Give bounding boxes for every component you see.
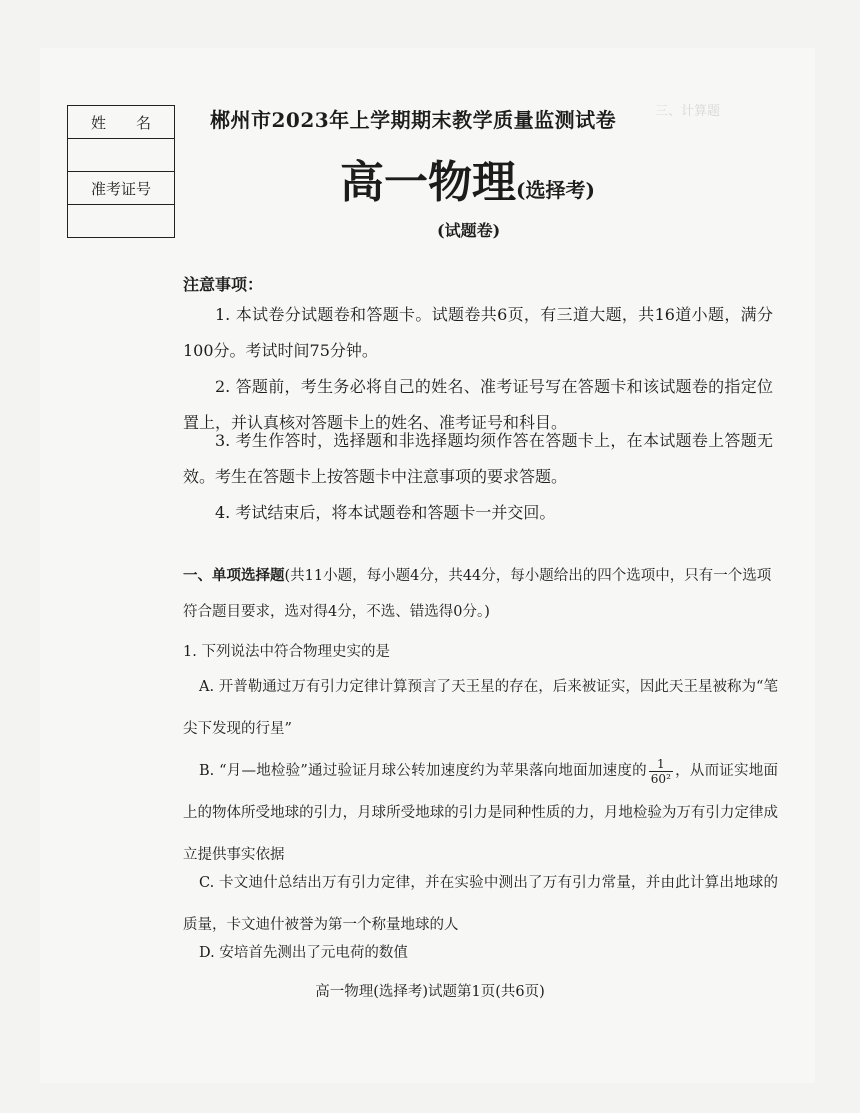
subject-subtitle: (选择考) (516, 178, 595, 202)
subject-name: 高一物理 (340, 157, 516, 208)
candidate-info-table (67, 105, 175, 238)
note-item: 2. 答题前，考生务必将自己的姓名、准考证号写在答题卡和该试题卷的指定位置上，并认真核对答题卡上的姓名、准考证号和科目。 (183, 377, 773, 432)
note-item: 4. 考试结束后，将本试题卷和答题卡一并交回。 (215, 503, 556, 522)
name-label: 姓 名 (68, 106, 175, 139)
option-a: A. 开普勒通过万有引力定律计算预言了天王星的存在，后来被证实，因此天王星被称为“笔尖下发现的行星” (183, 679, 778, 737)
name-field (68, 139, 175, 172)
notes-heading: 注意事项： (183, 275, 264, 294)
page-footer: 高一物理(选择考)试题第1页(共6页) (315, 984, 545, 1000)
option-c: C. 卡文迪什总结出万有引力定律，并在实验中测出了万有引力常量，并由此计算出地球的质量，卡文迪什被誉为第一个称量地球的人 (183, 875, 778, 933)
subject-title (340, 146, 595, 210)
section-heading: 一、单项选择题(共11小题，每小题4分，共44分，每小题给出的四个选项中，只有一个选项符合题目要求，选对得4分，不选、错选得0分。) (183, 567, 772, 620)
exam-title: 郴州市2023年上学期期末教学质量监测试卷 (210, 108, 617, 132)
fraction: $\frac{1}{\text{60²}}$ (650, 756, 671, 786)
paper-type: (试题卷) (437, 221, 501, 240)
exam-id-label: 准考证号 (68, 172, 175, 205)
question-stem: 1. 下列说法中符合物理史实的是 (183, 644, 390, 660)
note-item: 3. 考生作答时，选择题和非选择题均须作答在答题卡上，在本试题卷上答题无效。考生在答题卡上按答题卡中注意事项的要求答题。 (183, 431, 773, 486)
note-item: 1. 本试卷分试题卷和答题卡。试题卷共6页，有三道大题，共16道小题，满分100分。考试时间75分钟。 (183, 305, 773, 360)
show-through-decoration: 三、计算题 (655, 104, 721, 119)
option-d: D. 安培首先测出了元电荷的数值 (199, 945, 408, 961)
exam-id-field (68, 205, 175, 238)
option-b: B. “月—地检验”通过验证月球公转加速度约为苹果落向地面加速度的 $\frac{1}{\text{60²}}$ ，从而证实地面上的物体所受地球的引力，月球所受地球的引力是同种性质的力，月地检验为万有引力定律成立提供事实依据 (183, 756, 778, 863)
